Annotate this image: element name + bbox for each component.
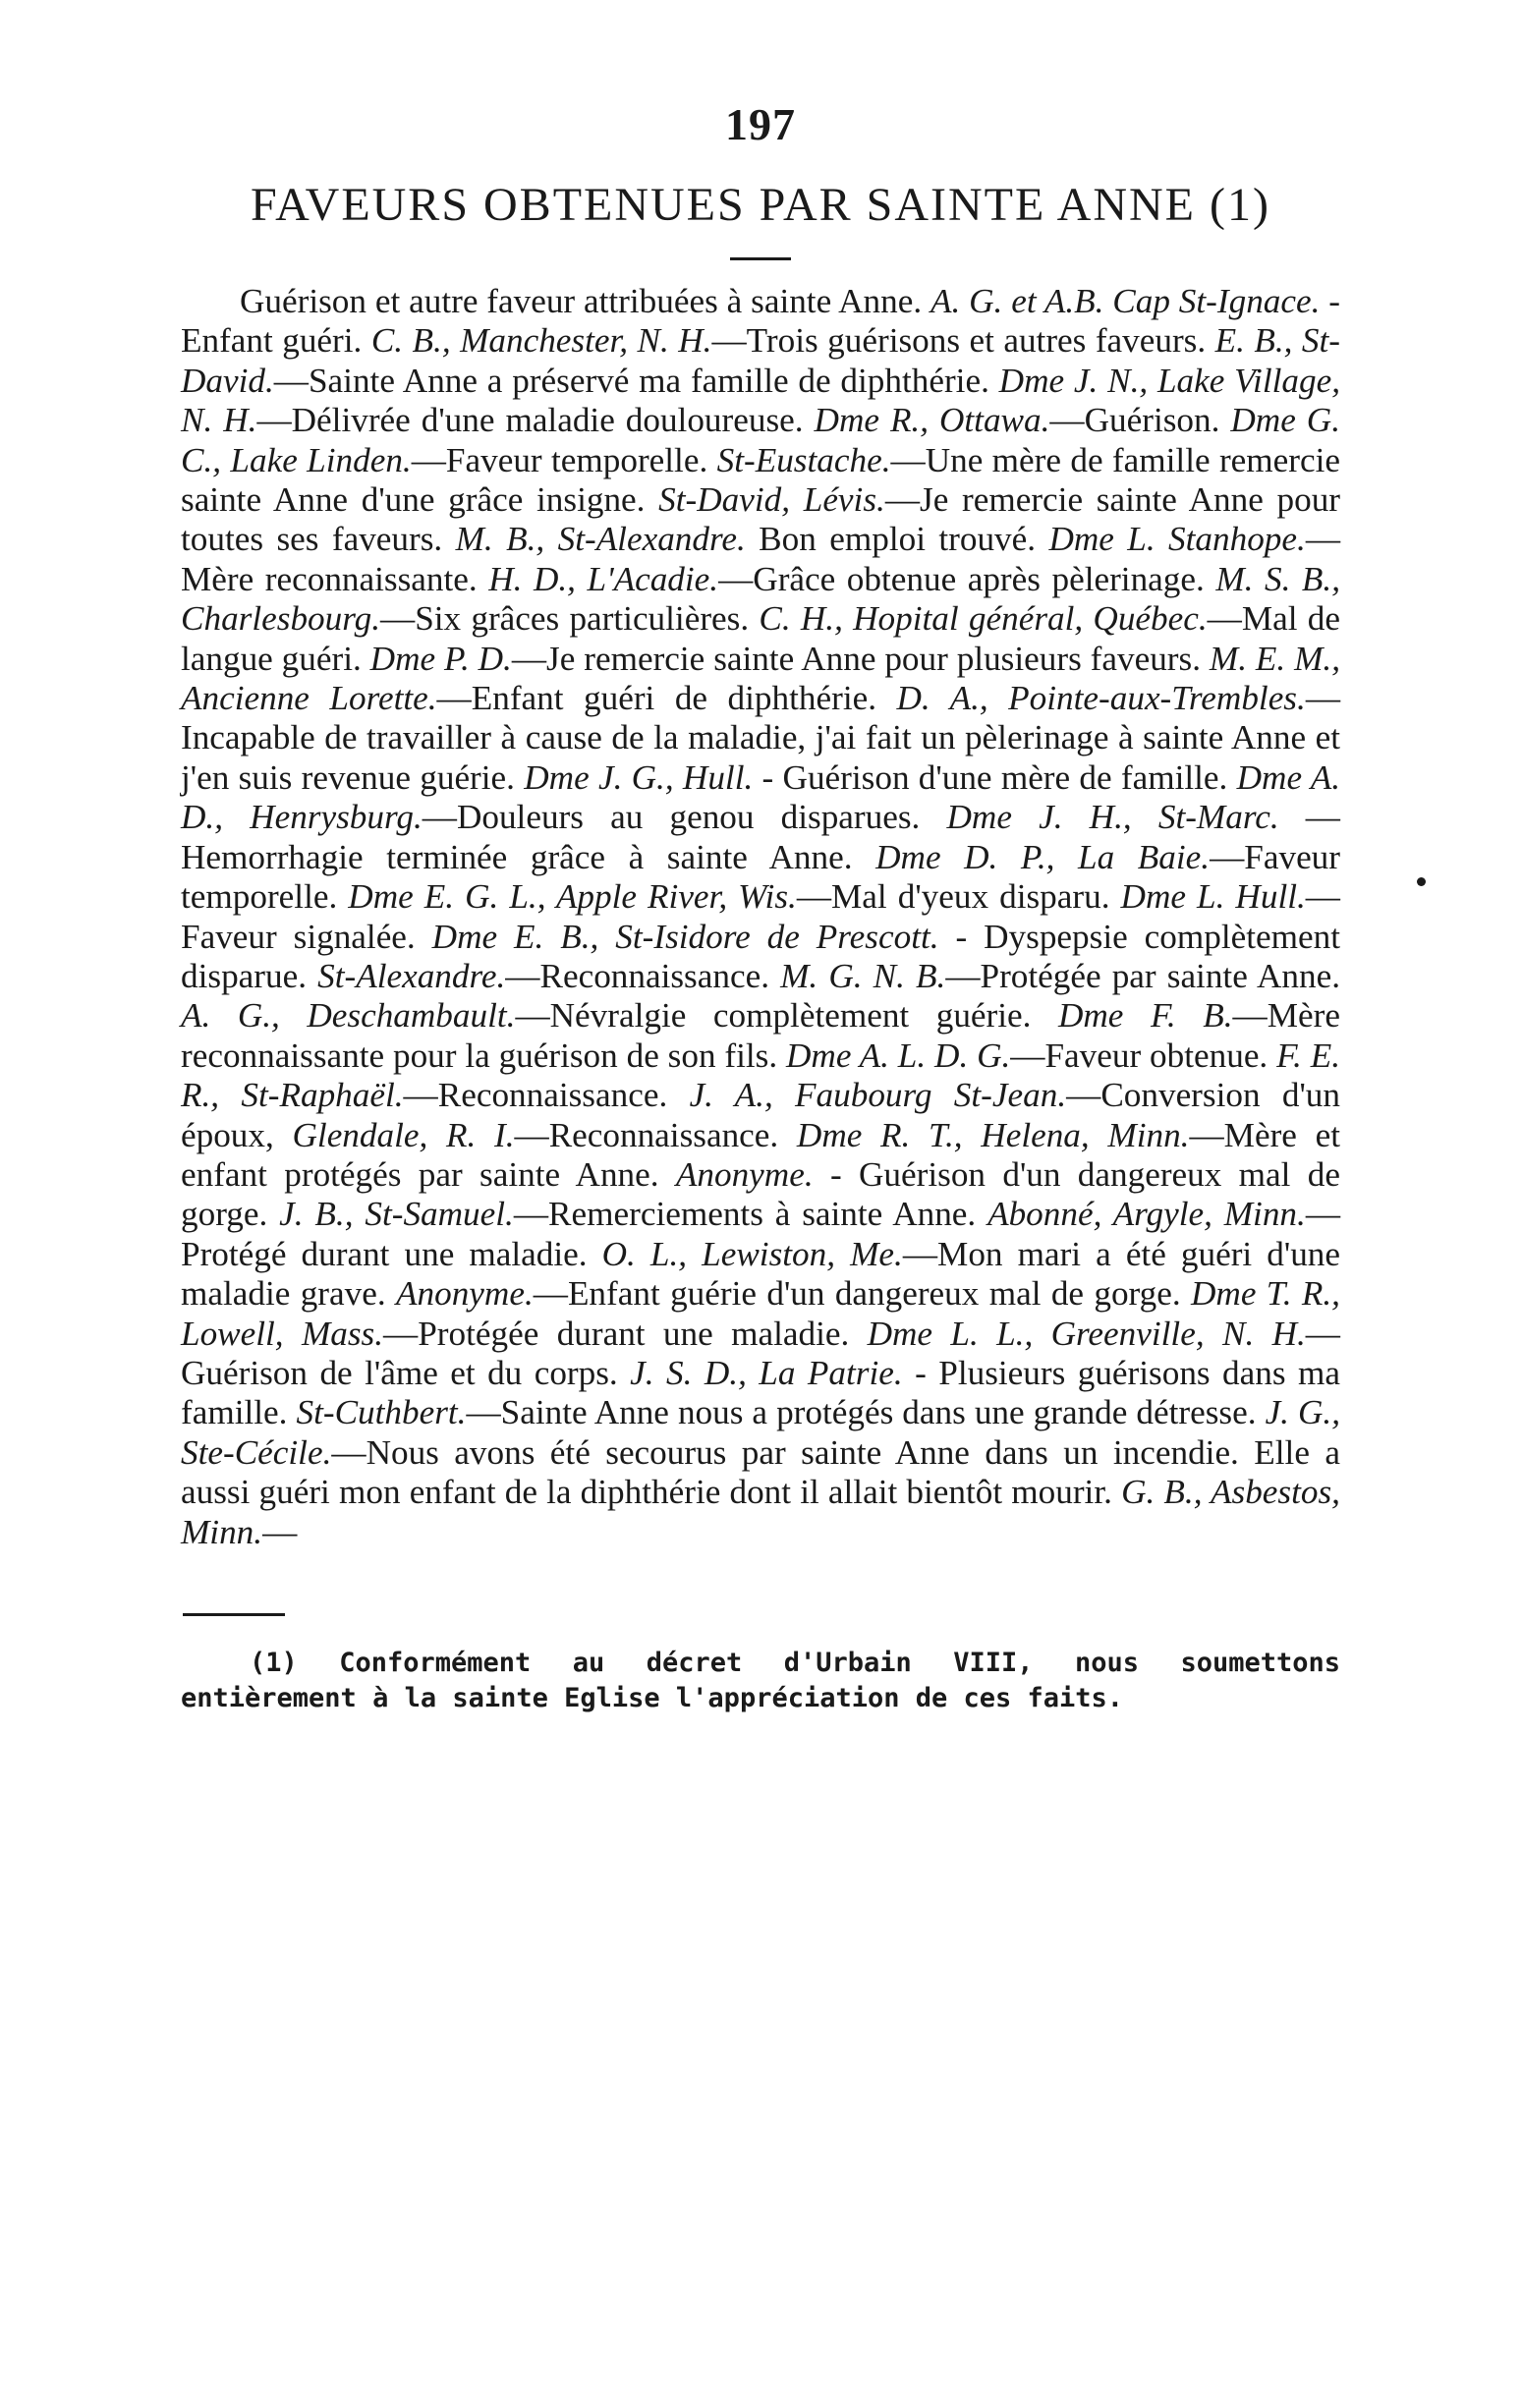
favor-text: —Sainte Anne a préservé ma famille de diphthérie. <box>273 361 999 400</box>
attribution-text: M. E. M., Ancienne Lorette. <box>181 639 1340 718</box>
favor-text: —Six grâces particulières. <box>380 599 760 639</box>
favor-text: Bon emploi trouvé. <box>745 520 1049 559</box>
attribution-text: Dme L. Stanhope. <box>1048 520 1306 559</box>
favor-text: —Je remercie sainte Anne pour toutes ses faveurs. <box>181 480 1341 559</box>
favor-text: - Guérison d'une mère de famille. <box>753 757 1237 797</box>
attribution-text: M. G. N. B. <box>780 956 946 995</box>
favor-text: —Protégé durant une maladie. <box>181 1195 1341 1273</box>
attribution-text: Dme R., Ottawa. <box>814 401 1050 440</box>
page-number: 197 <box>725 99 796 149</box>
favor-text: —Faveur signalée. <box>181 877 1340 956</box>
attribution-text: F. E. R., St-Raphaël. <box>181 1036 1340 1115</box>
book-page <box>181 98 1340 1716</box>
favor-text: —Douleurs au genou disparues. <box>422 798 947 837</box>
attribution-text: G. B., Asbestos, Minn. <box>181 1473 1340 1551</box>
attribution-text: Dme P. D. <box>369 639 512 678</box>
favor-text: —Une mère de famille remercie sainte Anne d'une grâce insigne. <box>181 440 1340 520</box>
attribution-text: St-Eustache. <box>716 440 891 479</box>
attribution-text: E. B., St-David. <box>181 321 1341 400</box>
favor-text: - Dyspepsie complètement disparue. <box>181 917 1340 995</box>
attribution-text: Anonyme. <box>675 1154 814 1194</box>
favor-text: Guérison et autre faveur attribuées à sainte Anne. <box>240 282 930 320</box>
favor-text: —Mère reconnaissante pour la guérison de son fils. <box>181 996 1340 1075</box>
attribution-text: Dme A. L. D. G. <box>786 1036 1011 1075</box>
favor-text: —Faveur temporelle. <box>181 837 1340 917</box>
favor-text: —Hemorrhagie terminée grâce à sainte Anne. <box>181 798 1340 876</box>
favor-text: —Mère reconnaissante. <box>181 520 1340 598</box>
favor-text: —Conversion d'un époux, <box>181 1076 1340 1154</box>
attribution-text: Abonné, Argyle, Minn. <box>987 1195 1306 1234</box>
favor-text: —Enfant guéri de diphthérie. <box>436 679 897 718</box>
favor-text: —Faveur obtenue. <box>1010 1036 1277 1075</box>
page-title: FAVEURS OBTENUES PAR SAINTE ANNE (1) <box>251 179 1270 231</box>
attribution-text: A. G. et A.B. Cap St-Ignace. <box>930 282 1321 320</box>
favor-text: —Protégée par sainte Anne. <box>945 956 1340 995</box>
favor-text: —Remerciements à sainte Anne. <box>513 1195 988 1234</box>
attribution-text: H. D., L'Acadie. <box>488 559 719 598</box>
attribution-text: St-Cuthbert. <box>296 1393 467 1432</box>
favor-text: —Sainte Anne nous a protégés dans une grande détresse. <box>466 1393 1266 1432</box>
favor-text: —Mère et enfant protégés par sainte Anne. <box>181 1115 1341 1194</box>
body-paragraph <box>181 282 1340 1552</box>
favor-text: —Nous avons été secourus par sainte Anne dans un incendie. Elle a aussi guéri mon enfant de la diphthérie dont il allait bientôt mourir. <box>181 1432 1340 1512</box>
favor-text: —Mon mari a été guéri d'une maladie grave. <box>181 1234 1341 1314</box>
attribution-text: C. B., Manchester, N. H. <box>370 321 712 361</box>
attribution-text: St-Alexandre. <box>317 956 506 995</box>
attribution-text: J. G., Ste-Cécile. <box>181 1393 1341 1472</box>
margin-mark <box>1417 877 1426 886</box>
attribution-text: St-David, Lévis. <box>658 480 885 520</box>
attribution-text: Dme L. L., Greenville, N. H. <box>867 1314 1306 1353</box>
attribution-text: J. B., St-Samuel. <box>279 1195 514 1234</box>
favor-text: —Incapable de travailler à cause de la maladie, j'ai fait un pèlerinage à sainte Anne et j'en suis revenue guérie. <box>181 679 1340 797</box>
attribution-text: M. B., St-Alexandre. <box>455 520 746 559</box>
attribution-text: Dme E. B., St-Isidore de Prescott. <box>431 917 939 956</box>
attribution-text: Dme A. D., Henrysburg. <box>181 757 1340 837</box>
favor-text: —Je remercie sainte Anne pour plusieurs faveurs. <box>511 639 1210 678</box>
attribution-text: Dme R. T., Helena, Minn. <box>796 1115 1190 1154</box>
favor-text: —Guérison de l'âme et du corps. <box>181 1314 1340 1392</box>
attribution-text: Dme J. G., Hull. <box>524 757 754 797</box>
attribution-text: Dme J. H., St-Marc. <box>946 798 1279 837</box>
favor-text: —Mal de langue guéri. <box>181 599 1340 678</box>
favor-text: —Névralgie complètement guérie. <box>515 996 1058 1036</box>
attribution-text: Dme E. G. L., Apple River, Wis. <box>348 877 797 917</box>
favor-text: —Trois guérisons et autres faveurs. <box>711 321 1215 361</box>
attribution-text: Dme F. B. <box>1057 996 1233 1036</box>
attribution-text: D. A., Pointe-aux-Trembles. <box>896 679 1306 718</box>
attribution-text: A. G., Deschambault. <box>181 996 516 1036</box>
favor-text: —Mal d'yeux disparu. <box>796 877 1121 917</box>
attribution-text: O. L., Lewiston, Me. <box>601 1234 903 1273</box>
footnote-divider <box>183 1613 285 1616</box>
favor-text: —Délivrée d'une maladie douloureuse. <box>256 401 815 440</box>
favor-text: - Enfant guéri. <box>181 282 1340 361</box>
favor-text: —Guérison. <box>1049 401 1231 440</box>
attribution-text: Dme D. P., La Baie. <box>875 837 1211 876</box>
attribution-text: Dme L. Hull. <box>1120 877 1306 917</box>
attribution-text: Glendale, R. I. <box>292 1115 515 1154</box>
attribution-text: Dme J. N., Lake Village, N. H. <box>181 361 1340 440</box>
title-divider <box>730 257 791 260</box>
attribution-text: J. A., Faubourg St-Jean. <box>689 1076 1067 1115</box>
attribution-text: Dme G. C., Lake Linden. <box>181 401 1340 479</box>
favor-text: —Reconnaissance. <box>505 956 781 995</box>
favor-text: —Reconnaissance. <box>403 1076 690 1115</box>
attribution-text: C. H., Hopital général, Québec. <box>759 599 1208 639</box>
attribution-text: Anonyme. <box>396 1274 534 1314</box>
attribution-text: J. S. D., La Patrie. <box>630 1353 903 1392</box>
favor-text: —Grâce obtenue après pèlerinage. <box>718 559 1216 598</box>
favor-text: —Reconnaissance. <box>514 1115 797 1154</box>
favor-text: —Protégée durant une maladie. <box>383 1314 868 1353</box>
favor-text: - Guérison d'un dangereux mal de gorge. <box>181 1154 1340 1234</box>
attribution-text: Dme T. R., Lowell, Mass. <box>181 1274 1340 1353</box>
footnote: (1) Conformément au décret d'Urbain VIII, nous soumettons entièrement à la sainte Eglise l'appréciation de ces faits. <box>181 1648 1340 1713</box>
favor-text: — <box>262 1512 298 1551</box>
favor-text: —Faveur temporelle. <box>411 440 717 479</box>
favor-text: —Enfant guérie d'un dangereux mal de gorge. <box>533 1274 1191 1314</box>
attribution-text: M. S. B., Charlesbourg. <box>181 559 1340 639</box>
favor-text: - Plusieurs guérisons dans ma famille. <box>181 1353 1340 1432</box>
